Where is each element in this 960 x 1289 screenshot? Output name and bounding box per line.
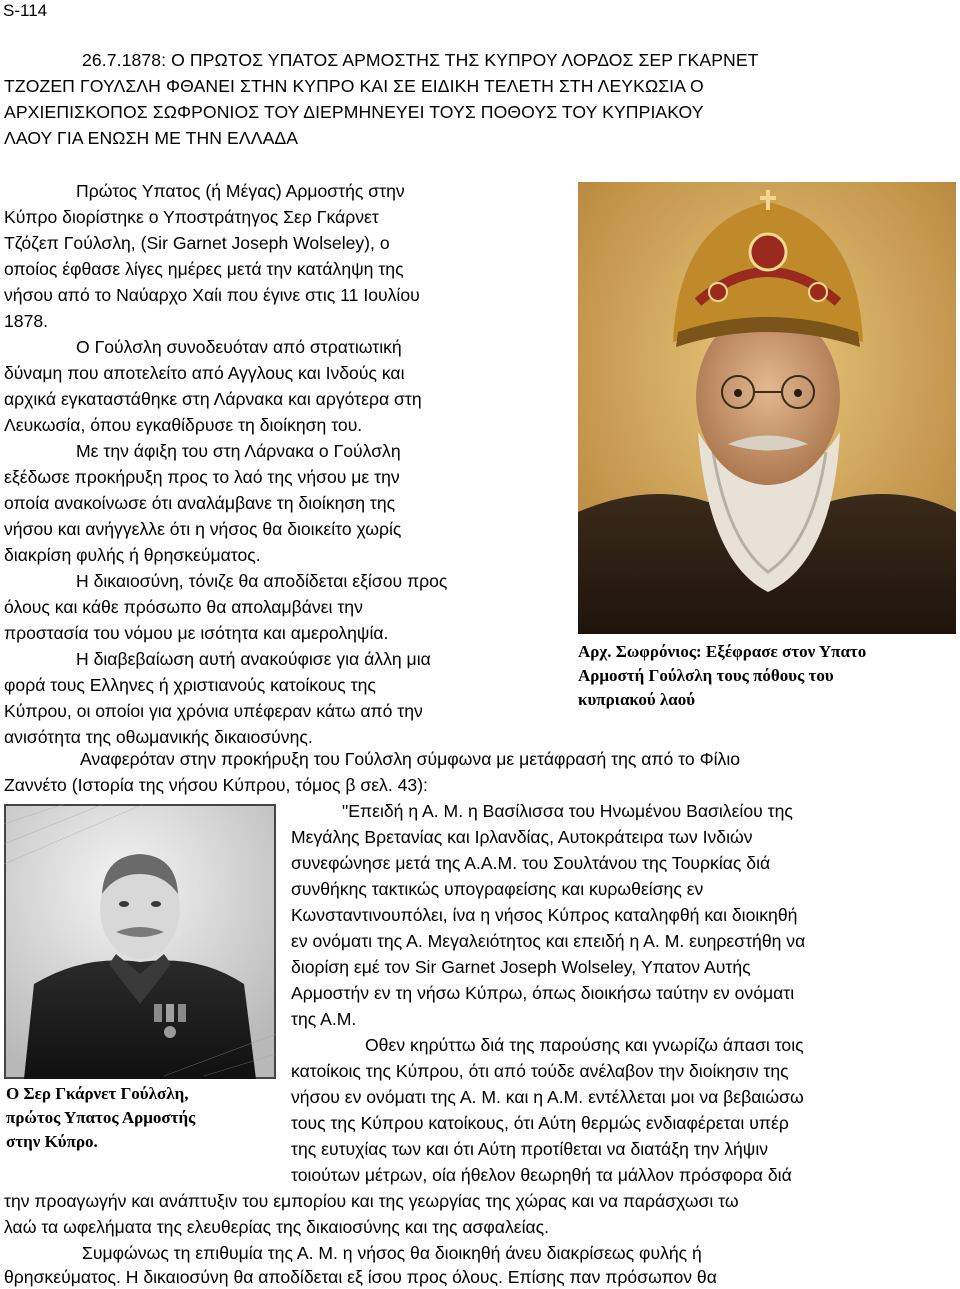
paragraph-line: 1878.	[4, 311, 49, 331]
quote-line: της Α.Μ.	[291, 1009, 357, 1029]
paragraph-line: Η διαβεβαίωση αυτή ανακούφισε για άλλη μια	[76, 649, 431, 669]
paragraph-line: φορά τους Ελληνες ή χριστιανούς κατοίκους της	[4, 675, 376, 695]
paragraph-line: νήσου και ανήγγελλε ότι η νήσος θα διοικείτο χωρίς	[4, 519, 402, 539]
page-code: S-114	[3, 1, 48, 20]
heading-line: ΛΑΟΥ ΓΙΑ ΕΝΩΣΗ ΜΕ ΤΗΝ ΕΛΛΑΔΑ	[4, 128, 299, 148]
wolseley-portrait	[4, 804, 276, 1079]
paragraph-line: Τζόζεπ Γούλσλη, (Sir Garnet Joseph Wolseley), ο	[4, 233, 390, 253]
caption-line: Αρμοστή Γούλσλη τους πόθους του	[578, 666, 834, 685]
quote-line: εν ονόματι της Α. Μεγαλειότητος και επειδή η Α. Μ. ευηρεστήθη να	[291, 931, 806, 951]
paragraph-line: Πρώτος Υπατος (ή Μέγας) Αρμοστής στην	[76, 181, 405, 201]
paragraph-line: Με την άφιξη του στη Λάρνακα ο Γούλσλη	[76, 441, 401, 461]
paragraph-line: θρησκεύματος. Η δικαιοσύνη θα αποδίδεται εξ ίσου προς όλους. Επίσης παν πρόσωπον θα	[4, 1267, 717, 1287]
quote-line: Αρμοστήν εν τη νήσω Κύπρω, όπως διοικήσω ταύτην εν ονόματι	[291, 983, 795, 1003]
paragraph-line: νήσου από το Ναύαρχο Χαίι που έγινε στις 11 Ιουλίου	[4, 285, 420, 305]
heading-line: ΤΖΟΖΕΠ ΓΟΥΛΣΛΗ ΦΘΑΝΕΙ ΣΤΗΝ ΚΥΠΡΟ ΚΑΙ ΣΕ ΕΙΔΙΚΗ ΤΕΛΕΤΗ ΣΤΗ ΛΕΥΚΩΣΙΑ Ο	[4, 76, 704, 96]
paragraph-line: προστασία του νόμου με ισότητα και αμεροληψία.	[4, 623, 389, 643]
archbishop-portrait	[578, 182, 956, 634]
paragraph-line: εξέδωσε προκήρυξη προς το λαό της νήσου με την	[4, 467, 400, 487]
caption-line: κυπριακού λαού	[578, 690, 696, 709]
quote-line: Κωνσταντινουπόλει, ίνα η νήσος Κύπρος καταληφθή και διοικηθή	[291, 905, 798, 925]
quote-line: της ευτυχίας των και ότι Αύτη προτίθεται να διατάξη την λήψιν	[291, 1139, 769, 1159]
caption-line: Αρχ. Σωφρόνιος: Εξέφρασε στον Υπατο	[578, 642, 867, 661]
quote-line: συνθήκης τακτικώς υπογραφείσης και κυρωθείσης εν	[291, 879, 704, 899]
paragraph-line: διακρίση φυλής ή θρησκεύματος.	[4, 545, 261, 565]
quote-line: τους της Κύπρου κατοίκους, ότι Αύτη θερμώς ενδιαφέρεται υπέρ	[291, 1113, 789, 1133]
paragraph-line: Ο Γούλσλη συνοδευόταν από στρατιωτική	[76, 337, 402, 357]
paragraph-line: την προαγωγήν και ανάπτυξιν του εμπορίου και της γεωργίας της χώρας και να παράσχωσι τω	[4, 1191, 739, 1211]
caption-line: στην Κύπρο.	[6, 1132, 98, 1151]
quote-line: Μεγάλης Βρετανίας και Ιρλανδίας, Αυτοκράτειρα των Ινδιών	[291, 827, 753, 847]
quote-line: τοιούτων μέτρων, οία ήθελον θεωρηθή τα μάλλον πρόσφορα διά	[291, 1165, 792, 1185]
quote-line: κατοίκοις της Κύπρου, ότι από τούδε ανέλαβον την διοίκησιν της	[291, 1061, 789, 1081]
paragraph-line: Λευκωσία, όπου εγκαθίδρυσε τη διοίκηση του.	[4, 415, 363, 435]
quote-line: Οθεν κηρύττω διά της παρούσης και γνωρίζω άπασι τοις	[365, 1035, 804, 1055]
quote-line: "Επειδή η Α. Μ. η Βασίλισσα του Ηνωμένου Βασιλείου της	[342, 801, 793, 821]
paragraph-line: όλους και κάθε πρόσωπο θα απολαμβάνει την	[4, 597, 363, 617]
heading-line: 26.7.1878: Ο ΠΡΩΤΟΣ ΥΠΑΤΟΣ ΑΡΜΟΣΤΗΣ ΤΗΣ ΚΥΠΡΟΥ ΛΟΡΔΟΣ ΣΕΡ ΓΚΑΡΝΕΤ	[82, 50, 759, 70]
paragraph-line: οποία ανακοίνωσε ότι αναλάμβανε τη διοίκηση της	[4, 493, 396, 513]
paragraph-line: Συμφώνως τη επιθυμία της Α. Μ. η νήσος θα διοικηθή άνευ διακρίσεως φυλής ή	[82, 1243, 702, 1263]
paragraph-line: λαώ τα ωφελήματα της ελευθερίας της δικαιοσύνης και της ασφαλείας.	[4, 1217, 550, 1237]
quote-line: διορίση εμέ τον Sir Garnet Joseph Wolseley, Υπατον Αυτής	[291, 957, 751, 977]
paragraph-line: αρχικά εγκαταστάθηκε στη Λάρνακα και αργότερα στη	[4, 389, 422, 409]
paragraph-line: Αναφερόταν στην προκήρυξη του Γούλσλη σύμφωνα με μετάφρασή της από το Φίλιο	[80, 749, 741, 769]
paragraph-line: Ζαννέτο (Ιστορία της νήσου Κύπρου, τόμος β σελ. 43):	[4, 775, 428, 795]
caption-line: Ο Σερ Γκάρνετ Γούλσλη,	[6, 1084, 189, 1103]
paragraph-line: ανισότητα της οθωμανικής δικαιοσύνης.	[4, 727, 313, 747]
paragraph-line: οποίος έφθασε λίγες ημέρες μετά την κατάληψη της	[4, 259, 404, 279]
caption-line: πρώτος Υπατος Αρμοστής	[6, 1108, 196, 1127]
quote-line: συνεφώνησε μετά της Α.Α.Μ. του Σουλτάνου της Τουρκίας διά	[291, 853, 771, 873]
paragraph-line: Κύπρου, οι οποίοι για χρόνια υπέφεραν κάτω από την	[4, 701, 423, 721]
paragraph-line: δύναμη που αποτελείτο από Αγγλους και Ινδούς και	[4, 363, 405, 383]
heading-line: ΑΡΧΙΕΠΙΣΚΟΠΟΣ ΣΩΦΡΟΝΙΟΣ ΤΟΥ ΔΙΕΡΜΗΝΕΥΕΙ ΤΟΥΣ ΠΟΘΟΥΣ ΤΟΥ ΚΥΠΡΙΑΚΟΥ	[4, 102, 704, 122]
paragraph-line: Κύπρο διορίστηκε ο Υποστράτηγος Σερ Γκάρνετ	[4, 207, 379, 227]
paragraph-line: Η δικαιοσύνη, τόνιζε θα αποδίδεται εξίσου προς	[76, 571, 448, 591]
quote-line: νήσου εν ονόματι της Α. Μ. και η Α.Μ. εντέλλεται μοι να βεβαιώσω	[291, 1087, 804, 1107]
